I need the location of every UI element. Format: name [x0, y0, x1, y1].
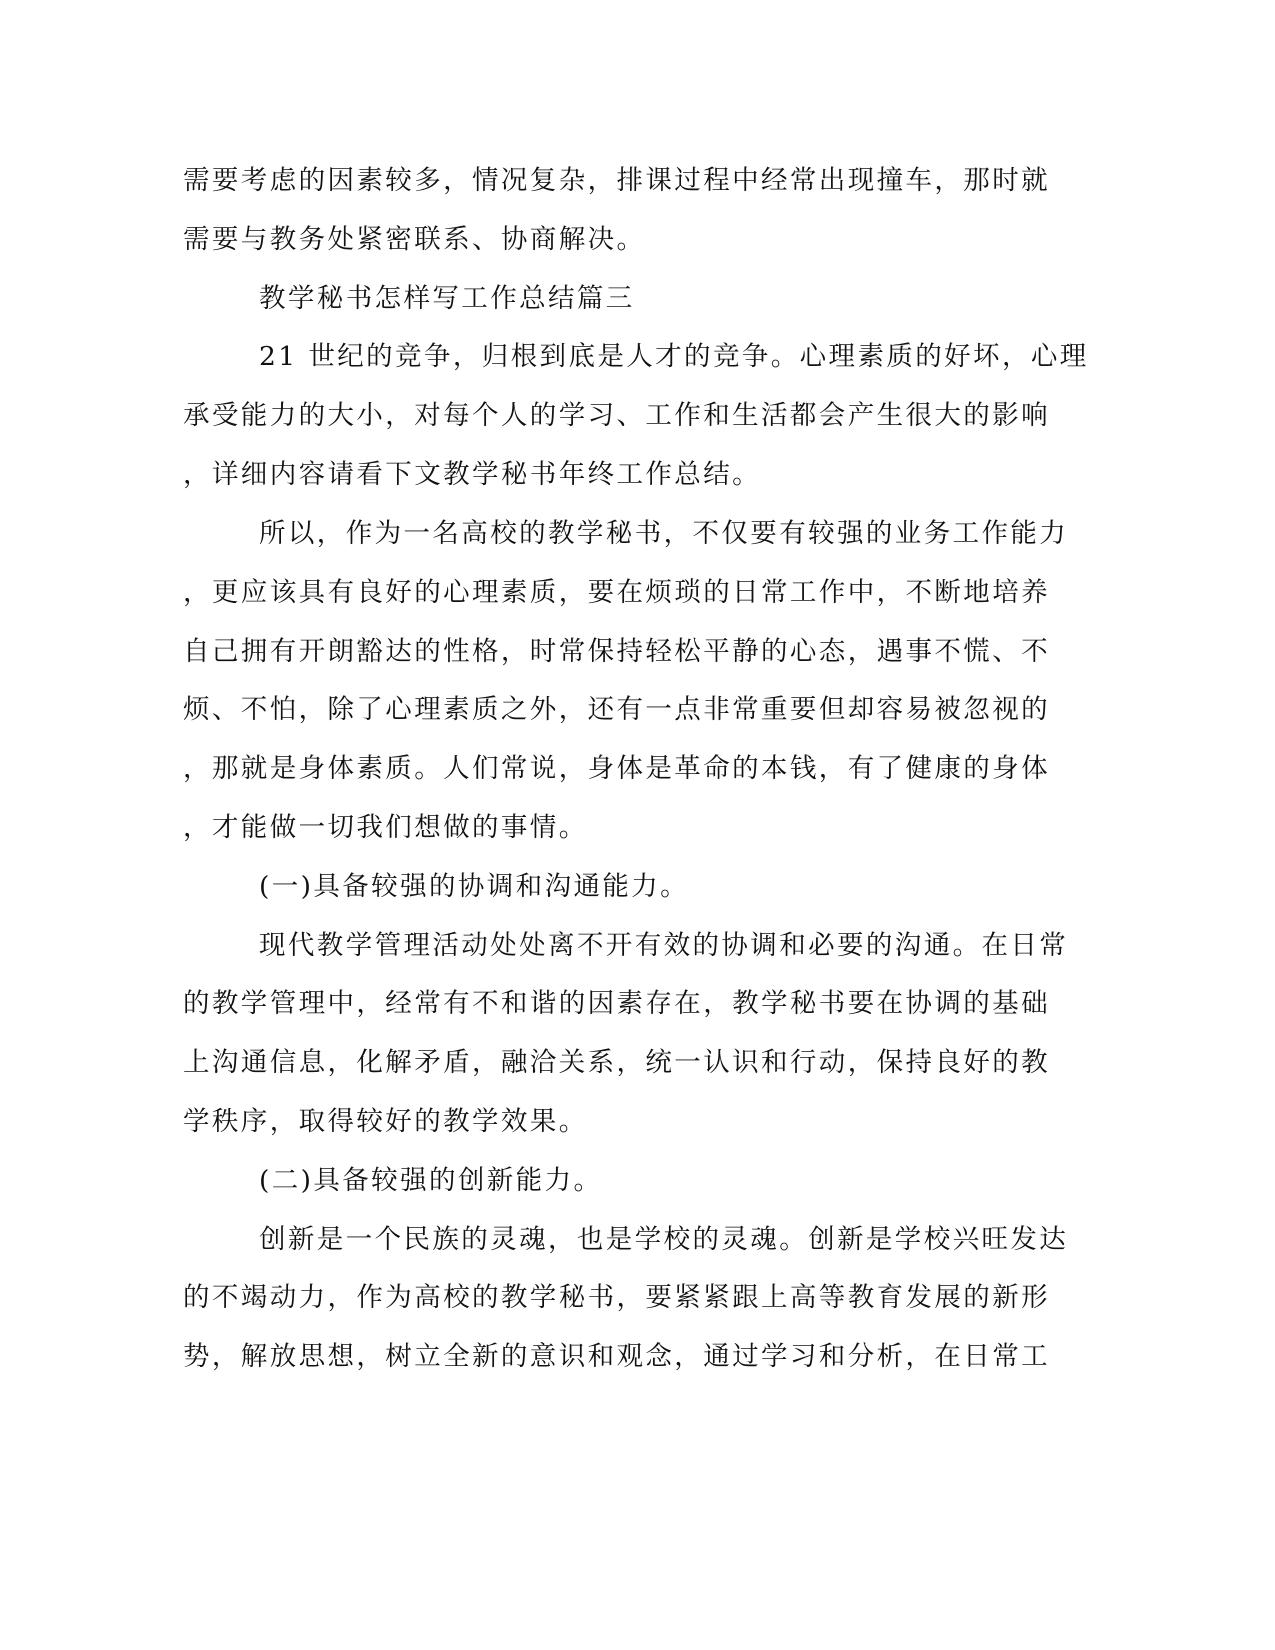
- body-text-line: 的不竭动力，作为高校的教学秘书，要紧紧跟上高等教育发展的新形: [183, 1282, 1050, 1313]
- paragraph-first-line: 21 世纪的竞争，归根到底是人才的竞争。心理素质的好坏，心理: [259, 341, 1089, 372]
- subheading: (一)具备较强的协调和沟通能力。: [259, 871, 690, 902]
- body-text-line: 学秩序，取得较好的教学效果。: [183, 1106, 588, 1137]
- body-text-line: ，才能做一切我们想做的事情。: [183, 812, 588, 843]
- subheading: (二)具备较强的创新能力。: [259, 1165, 603, 1196]
- body-text-line: 的教学管理中，经常有不和谐的因素存在，教学秘书要在协调的基础: [183, 988, 1050, 1019]
- body-text-line: 上沟通信息，化解矛盾，融洽关系，统一认识和行动，保持良好的教: [183, 1047, 1050, 1078]
- body-text-line: 自己拥有开朗豁达的性格，时常保持轻松平静的心态，遇事不慌、不: [183, 636, 1050, 667]
- body-text-line: ，那就是身体素质。人们常说，身体是革命的本钱，有了健康的身体: [183, 753, 1050, 784]
- body-text-line: 需要与教务处紧密联系、协商解决。: [183, 224, 646, 255]
- body-text-line: 烦、不怕，除了心理素质之外，还有一点非常重要但却容易被忽视的: [183, 694, 1050, 725]
- body-text-line: 承受能力的大小，对每个人的学习、工作和生活都会产生很大的影响: [183, 400, 1050, 431]
- body-text-line: ，详细内容请看下文教学秘书年终工作总结。: [183, 459, 761, 490]
- paragraph-first-line: 所以，作为一名高校的教学秘书，不仅要有较强的业务工作能力: [259, 518, 1069, 549]
- body-text-line: 需要考虑的因素较多，情况复杂，排课过程中经常出现撞车，那时就: [183, 165, 1050, 196]
- paragraph-first-line: 现代教学管理活动处处离不开有效的协调和必要的沟通。在日常: [259, 930, 1069, 961]
- paragraph-first-line: 创新是一个民族的灵魂，也是学校的灵魂。创新是学校兴旺发达: [259, 1224, 1069, 1255]
- section-heading: 教学秘书怎样写工作总结篇三: [259, 283, 635, 314]
- body-text-line: 势，解放思想，树立全新的意识和观念，通过学习和分析，在日常工: [183, 1341, 1050, 1372]
- body-text-line: ，更应该具有良好的心理素质，要在烦琐的日常工作中，不断地培养: [183, 577, 1050, 608]
